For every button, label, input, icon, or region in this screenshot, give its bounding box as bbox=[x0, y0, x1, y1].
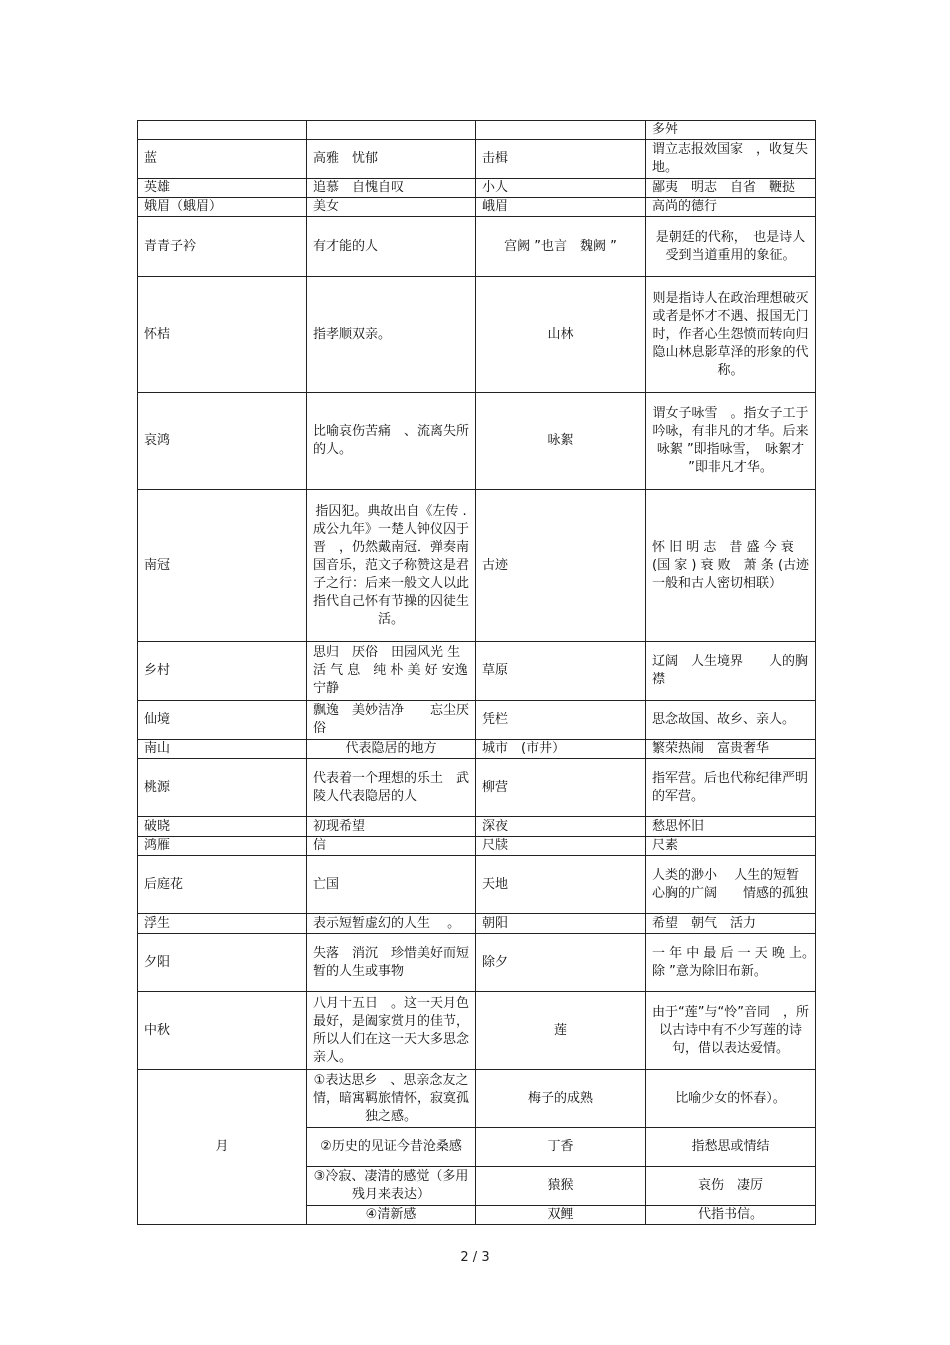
meaning-cell: ④清新感 bbox=[307, 1206, 476, 1225]
meaning-cell: 指愁思或情结 bbox=[646, 1128, 816, 1167]
term-cell: 古迹 bbox=[476, 490, 646, 642]
meaning-cell: 愁思怀旧 bbox=[646, 817, 816, 837]
term-cell: 小人 bbox=[476, 179, 646, 198]
table-row bbox=[138, 217, 816, 277]
term-cell: 哀鸿 bbox=[138, 393, 307, 490]
meaning-cell: 追慕 自愧自叹 bbox=[307, 179, 476, 198]
meaning-cell: ③冷寂、凄清的感觉（多用残月来表达） bbox=[307, 1167, 476, 1206]
term-cell: 猿猴 bbox=[476, 1167, 646, 1206]
meaning-cell: 哀伤 凄厉 bbox=[646, 1167, 816, 1206]
meaning-cell: 八月十五日 。这一天月色最好，是阖家赏月的佳节，所以人们在这一天大多思念亲人。 bbox=[307, 992, 476, 1070]
term-cell: 鸿雁 bbox=[138, 837, 307, 856]
table-row bbox=[138, 198, 816, 217]
meaning-cell bbox=[307, 121, 476, 140]
meaning-cell: 则是指诗人在政治理想破灭或者是怀才不遇、报国无门时，作者心生怨愤而转向归隐山林息影草泽的形象的代称。 bbox=[646, 277, 816, 393]
meaning-cell: 有才能的人 bbox=[307, 217, 476, 277]
meaning-cell: 表示短暂虚幻的人生 。 bbox=[307, 914, 476, 934]
term-cell: 梅子的成熟 bbox=[476, 1070, 646, 1128]
term-cell: 蓝 bbox=[138, 140, 307, 179]
table-row bbox=[138, 1070, 816, 1128]
term-cell: 朝阳 bbox=[476, 914, 646, 934]
term-cell: 柳营 bbox=[476, 759, 646, 817]
table-row bbox=[138, 121, 816, 140]
meaning-cell: 代表隐居的地方 bbox=[307, 740, 476, 759]
table-row bbox=[138, 642, 816, 701]
meaning-cell: 是朝廷的代称， 也是诗人受到当道重用的象征。 bbox=[646, 217, 816, 277]
meaning-cell: 谓立志报效国家 ，收复失地。 bbox=[646, 140, 816, 179]
table-row bbox=[138, 277, 816, 393]
term-cell: 浮生 bbox=[138, 914, 307, 934]
term-cell: 除夕 bbox=[476, 934, 646, 992]
meaning-cell: 亡国 bbox=[307, 856, 476, 914]
term-cell: 深夜 bbox=[476, 817, 646, 837]
term-cell: 天地 bbox=[476, 856, 646, 914]
table-row bbox=[138, 992, 816, 1070]
meaning-cell: 指囚犯。典故出自《左传 .成公九年》一楚人钟仪囚于晋 ，仍然戴南冠．弹奏南国音乐，范文子称赞这是君子之行：后来一般文人以此指代自己怀有节操的囚徒生活。 bbox=[307, 490, 476, 642]
term-cell: 凭栏 bbox=[476, 701, 646, 740]
term-cell: 娥眉（蛾眉） bbox=[138, 198, 307, 217]
meaning-cell: 谓女子咏雪 。指女子工于吟咏，有非凡的才华。后来 咏絮 ”即指咏雪， 咏絮才 ”即非凡才华。 bbox=[646, 393, 816, 490]
term-cell: 击楫 bbox=[476, 140, 646, 179]
term-cell: 南冠 bbox=[138, 490, 307, 642]
moon-term-cell: 月 bbox=[138, 1070, 307, 1225]
meaning-cell: 美女 bbox=[307, 198, 476, 217]
meaning-cell: 高尚的德行 bbox=[646, 198, 816, 217]
table-row bbox=[138, 817, 816, 837]
term-cell: 青青子衿 bbox=[138, 217, 307, 277]
table-row bbox=[138, 740, 816, 759]
table-row bbox=[138, 490, 816, 642]
term-cell: 南山 bbox=[138, 740, 307, 759]
term-cell: 城市 (市井） bbox=[476, 740, 646, 759]
meaning-cell: 人类的渺小 人生的短暂 心胸的广阔 情感的孤独 bbox=[646, 856, 816, 914]
term-cell: 双鲤 bbox=[476, 1206, 646, 1225]
term-cell: 宫阙 ”也言 魏阙 ” bbox=[476, 217, 646, 277]
term-cell: 草原 bbox=[476, 642, 646, 701]
meaning-cell: 指军营。后也代称纪律严明的军营。 bbox=[646, 759, 816, 817]
table-row bbox=[138, 179, 816, 198]
term-cell: 莲 bbox=[476, 992, 646, 1070]
table-row bbox=[138, 837, 816, 856]
meaning-cell: 一 年 中 最 后 一 天 晚 上。 除 ”意为除旧布新。 bbox=[646, 934, 816, 992]
term-cell: 尺牍 bbox=[476, 837, 646, 856]
meaning-cell: 思念故国、故乡、亲人。 bbox=[646, 701, 816, 740]
meaning-cell: 希望 朝气 活力 bbox=[646, 914, 816, 934]
table-row bbox=[138, 140, 816, 179]
meaning-cell: 信 bbox=[307, 837, 476, 856]
meaning-cell: 飘逸 美妙洁净 忘尘厌俗 bbox=[307, 701, 476, 740]
meaning-cell: 尺素 bbox=[646, 837, 816, 856]
meaning-cell: 鄙夷 明志 自省 鞭挞 bbox=[646, 179, 816, 198]
meaning-cell: 比喻少女的怀春）。 bbox=[646, 1070, 816, 1128]
term-cell: 夕阳 bbox=[138, 934, 307, 992]
table-row bbox=[138, 856, 816, 914]
meaning-cell: 由于“莲”与“怜”音同 ，所以古诗中有不少写莲的诗句，借以表达爱情。 bbox=[646, 992, 816, 1070]
term-cell: 丁香 bbox=[476, 1128, 646, 1167]
poetry-imagery-table bbox=[137, 120, 822, 1225]
table-row bbox=[138, 934, 816, 992]
term-cell bbox=[138, 121, 307, 140]
meaning-cell: 繁荣热闹 富贵奢华 bbox=[646, 740, 816, 759]
meaning-cell: 比喻哀伤苦痛 、流离失所的人。 bbox=[307, 393, 476, 490]
meaning-cell: 指孝顺双亲。 bbox=[307, 277, 476, 393]
term-cell: 破晓 bbox=[138, 817, 307, 837]
meaning-cell: 辽阔 人生境界 人的胸襟 bbox=[646, 642, 816, 701]
table-row bbox=[138, 701, 816, 740]
table-row bbox=[138, 759, 816, 817]
meaning-cell: ①表达思乡 、思亲念友之情，暗寓羁旅情怀，寂寞孤独之感。 bbox=[307, 1070, 476, 1128]
table-row bbox=[138, 393, 816, 490]
term-cell: 英雄 bbox=[138, 179, 307, 198]
meaning-cell: 代表着一个理想的乐土 武陵人代表隐居的人 bbox=[307, 759, 476, 817]
meaning-cell: 高雅 忧郁 bbox=[307, 140, 476, 179]
meaning-cell: 初现希望 bbox=[307, 817, 476, 837]
meaning-cell: 思归 厌俗 田园风光 生 活 气 息 纯 朴 美 好 安逸宁静 bbox=[307, 642, 476, 701]
term-cell: 乡村 bbox=[138, 642, 307, 701]
term-cell bbox=[476, 121, 646, 140]
page-number: 2 / 3 bbox=[460, 1250, 490, 1265]
term-cell: 怀桔 bbox=[138, 277, 307, 393]
meaning-cell: 多舛 bbox=[646, 121, 816, 140]
term-cell: 仙境 bbox=[138, 701, 307, 740]
meaning-cell: 怀 旧 明 志 昔 盛 今 衰 (国 家 ) 衰 败 萧 条 (古迹一般和古人密切相联） bbox=[646, 490, 816, 642]
meaning-cell: 失落 消沉 珍惜美好而短暂的人生或事物 bbox=[307, 934, 476, 992]
term-cell: 峨眉 bbox=[476, 198, 646, 217]
term-cell: 桃源 bbox=[138, 759, 307, 817]
term-cell: 中秋 bbox=[138, 992, 307, 1070]
term-cell: 后庭花 bbox=[138, 856, 307, 914]
table-row bbox=[138, 914, 816, 934]
meaning-cell: ②历史的见证今昔沧桑感 bbox=[307, 1128, 476, 1167]
term-cell: 咏絮 bbox=[476, 393, 646, 490]
meaning-cell: 代指书信。 bbox=[646, 1206, 816, 1225]
term-cell: 山林 bbox=[476, 277, 646, 393]
